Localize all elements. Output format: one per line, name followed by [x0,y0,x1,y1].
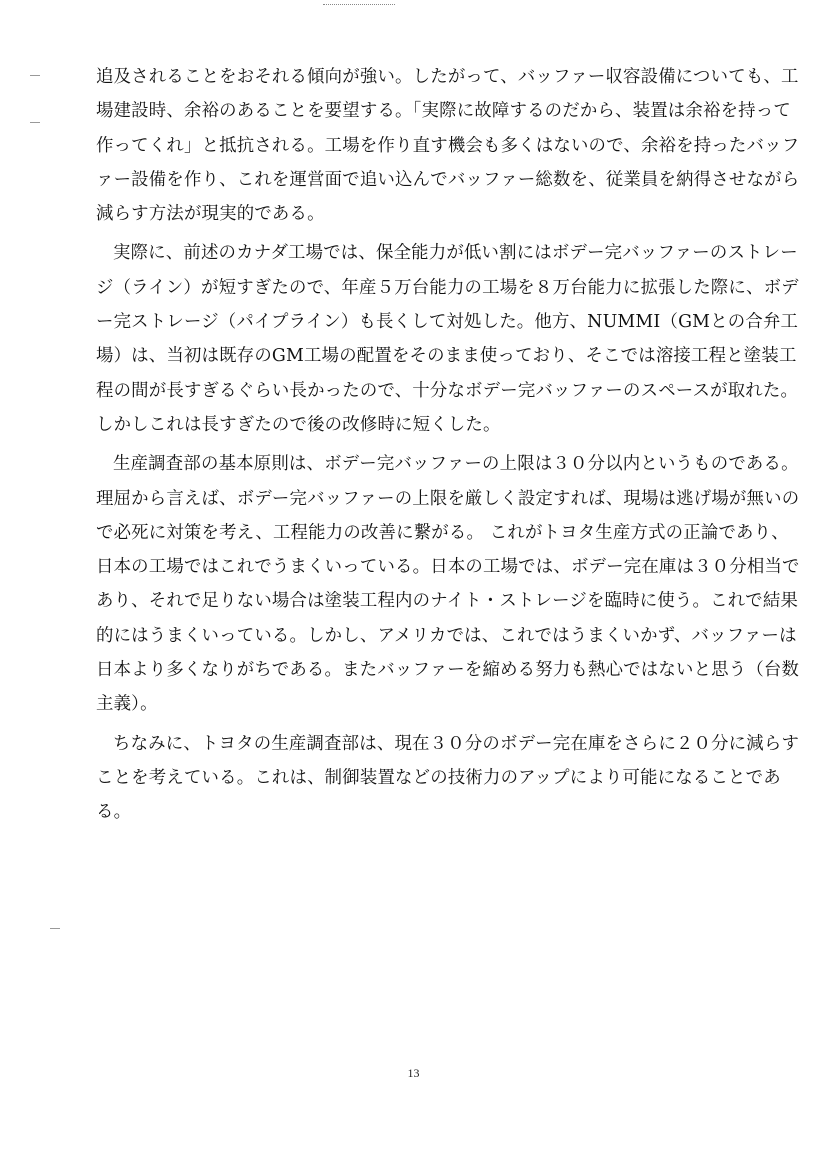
text-line: あり、それで足りない場合は塗装工程内のナイト・ストレージを臨時に使う。これで結果 [96,591,799,612]
text-line: 場）は、当初は既存のGM工場の配置をそのまま使っており、そこでは溶接工程と塗装工 [96,346,797,367]
page-number: 13 [407,1066,420,1080]
margin-mark [30,75,40,76]
text-line: ジ（ライン）が短すぎたので、年産５万台能力の工場を８万台能力に拡張した際に、ボデ [96,277,799,298]
text-line: ァー設備を作り、これを運営面で追い込んでバッファー総数を、従業員を納得させながら [96,169,800,190]
paragraph [96,447,800,721]
text-line: 日本の工場ではこれでうまくいっている。日本の工場では、ボデー完在庫は３０分相当で [96,557,800,578]
margin-mark [30,122,40,123]
text-line: 程の間が長すぎるぐらい長かったので、十分なボデー完バッファーのスペースが取れた。 [96,380,799,401]
paragraph [96,60,800,231]
paragraph [96,236,799,442]
text-line: る。 [96,802,132,823]
text-line: 理屈から言えば、ボデー完バッファーの上限を厳しく設定すれば、現場は逃げ場が無いの [96,488,800,509]
text-line: 追及されることをおそれる傾向が強い。したがって、バッファー収容設備についても、工 [96,67,799,87]
text-line: 実際に、前述のカナダ工場では、保全能力が低い割にはボデー完バッファーのストレー [113,243,798,264]
text-line: 主義）。 [96,694,158,715]
text-line: で必死に対策を考え、工程能力の改善に繋がる。 これがトヨタ生産方式の正論であり、 [96,522,789,543]
scan-top-mark [323,0,395,5]
text-line: 日本より多くなりがちである。またバッファーを縮める努力も熱心ではないと思う（台数 [96,660,800,681]
text-line: ちなみに、トヨタの生産調査部は、現在３０分のボデー完在庫をさらに２０分に減らす [113,733,800,754]
text-line: 作ってくれ」と抵抗される。工場を作り直す機会も多くはないので、余裕を持ったバッフ [96,135,800,156]
paragraph [96,727,800,830]
text-line: 生産調査部の基本原則は、ボデー完バッファーの上限は３０分以内というものである。 [113,454,799,475]
body-text [96,60,800,830]
text-line: ことを考えている。これは、制御装置などの技術力のアップにより可能になることであ [96,767,781,788]
text-line: 場建設時、余裕のあることを要望する。「実際に故障するのだから、装置は余裕を持って [96,101,791,122]
text-line: しかしこれは長すぎたので後の改修時に短くした。 [96,414,501,435]
text-line: 減らす方法が現実的である。 [96,204,325,225]
text-line: 的にはうまくいっている。しかし、アメリカでは、これではうまくいかず、バッファーは [96,625,797,646]
margin-mark [50,928,60,929]
text-line: ー完ストレージ（パイプライン）も長くして対処した。他方、NUMMI（GMとの合弁工 [96,312,799,333]
